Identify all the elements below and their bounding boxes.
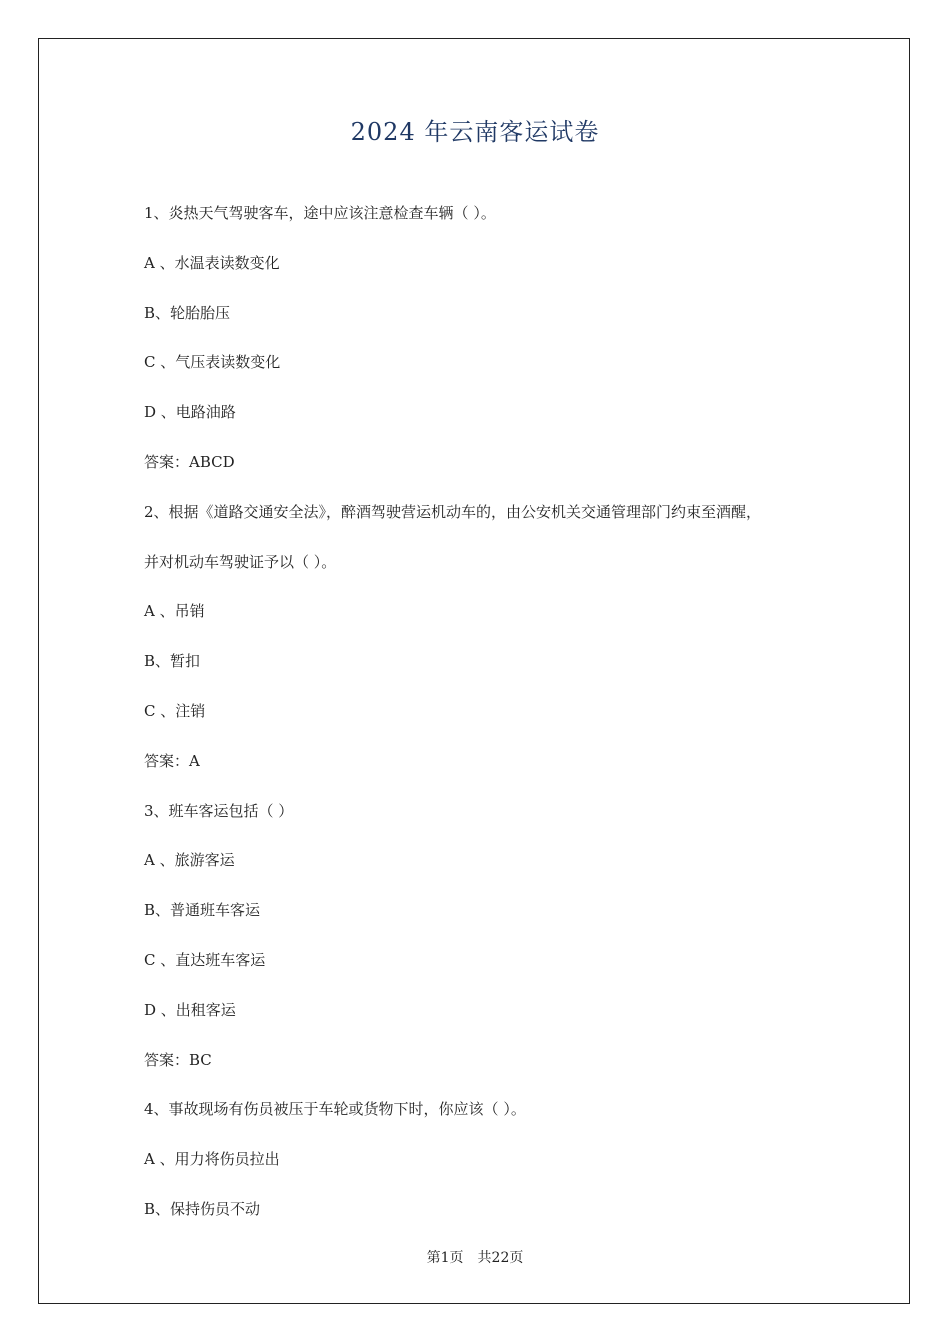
question-3-text: 3、班车客运包括（ ）	[144, 801, 294, 820]
question-2-answer: 答案：A	[144, 751, 200, 770]
question-3-option-a: A 、旅游客运	[144, 851, 235, 870]
question-1-option-d: D 、电路油路	[144, 403, 236, 422]
question-3-option-d: D 、出租客运	[144, 1000, 236, 1019]
question-3-answer: 答案：BC	[144, 1050, 212, 1069]
page-number: 第1页	[426, 1250, 464, 1266]
question-1-option-b: B、轮胎胎压	[144, 303, 231, 322]
document-title: 2024 年云南客运试卷	[350, 118, 600, 146]
page-footer	[0, 1247, 950, 1267]
question-3-option-c: C 、直达班车客运	[144, 950, 266, 969]
question-4-option-a: A 、用力将伤员拉出	[144, 1150, 280, 1169]
question-2-text: 2、根据《道路交通安全法》，醉酒驾驶营运机动车的，由公安机关交通管理部门约束至酒醒，	[144, 502, 762, 521]
question-1-text: 1、炎热天气驾驶客车，途中应该注意检查车辆（ ）。	[144, 204, 496, 222]
question-1-answer: 答案：ABCD	[144, 452, 235, 471]
question-1-option-c: C 、气压表读数变化	[144, 353, 281, 372]
question-4-option-b: B、保持伤员不动	[144, 1199, 261, 1218]
question-4-text: 4、事故现场有伤员被压于车轮或货物下时，你应该（ ）。	[144, 1100, 526, 1119]
question-2-option-a: A 、吊销	[144, 602, 205, 621]
question-1-option-a: A 、水温表读数变化	[144, 253, 280, 272]
question-list	[144, 197, 824, 1243]
question-2-text-cont: 并对机动车驾驶证予以（ ）。	[144, 552, 337, 571]
page-total: 共22页	[477, 1250, 524, 1266]
question-2-option-c: C 、注销	[144, 701, 206, 720]
question-2-option-b: B、暂扣	[144, 652, 201, 671]
question-3-option-b: B、普通班车客运	[144, 901, 261, 920]
